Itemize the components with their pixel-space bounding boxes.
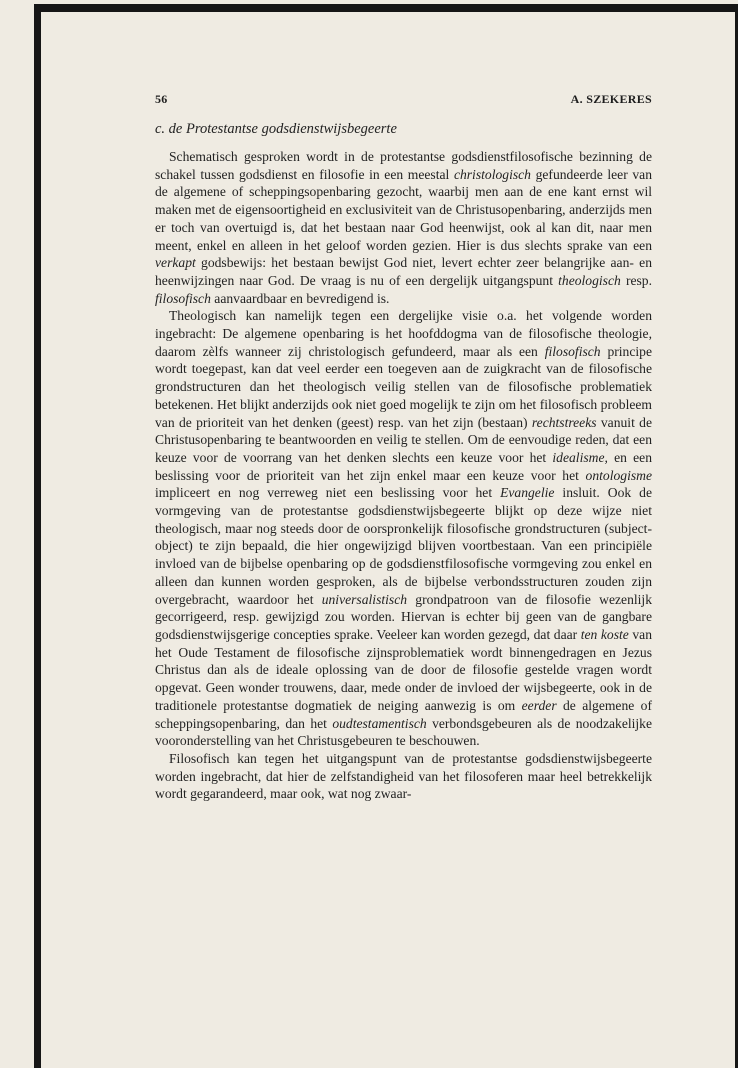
paragraph [155, 148, 652, 307]
paragraph-text: insluit. Ook de vormgeving van de protestantse godsdienstwijsbegeerte blijkt op deze wijze niet theologisch, maar nog steeds door de oorspronkelijk filosofische grondstructuren (subject-object) te zijn bepaald, die hier ongewijzigd blijven voortbestaan. Van een principiële invloed van de bijbelse openbaring op de godsdienstfilosofische vormgeving zou enkel en alleen dan kunnen worden gesproken, als de bijbelse verbondsstructuren zouden zijn overgebracht, waardoor het [155, 485, 652, 607]
paragraph [155, 307, 652, 750]
scan-border-left [34, 4, 41, 1068]
paragraph-text: grondpatroon van de filosofie wezenlijk gecorrigeerd, resp. gewijzigd zou worden. Hiervan is echter bij geen van de gangbare godsdienstwijsgerige concepties sprake. Veeleer kan worden gezegd, dat daar [155, 591, 652, 642]
emphasis-text: filosofisch [544, 343, 601, 359]
paragraph-text: verbondsgebeuren als de noodzakelijke vooronderstelling van het Christusgebeuren te beschouwen. [155, 715, 653, 749]
emphasis-text: ontologisme [585, 467, 652, 483]
emphasis-text: eerder [521, 697, 557, 713]
page-number: 56 [155, 92, 168, 106]
paragraph-text: van het Oude Testament de filosofische zijnsproblematiek wordt binnengedragen en Jezus Christus dan als de ideale oplossing van de door de filosofie gestelde vragen wordt opgevat. Geen wonder trouwens, daar, mede onder de invloed der wijsbegeerte, ook in de traditionele protestantse dogmatiek de neiging aanwezig is om [155, 626, 653, 713]
emphasis-text: rechtstreeks [531, 414, 597, 430]
paragraph-text: impliceert en nog verreweg niet een beslissing voor het [155, 485, 501, 501]
scan-border-top [34, 4, 738, 12]
emphasis-text: idealisme, [552, 449, 608, 465]
page-header [155, 92, 652, 107]
emphasis-text: oudtestamentisch [332, 715, 427, 731]
paragraph-text: en een beslissing voor de prioriteit van het zijn enkel maar een keuze voor het [155, 449, 652, 483]
emphasis-text: christologisch [453, 166, 531, 182]
paragraph-text: gefundeerde leer van de algemene of scheppingsopenbaring gezocht, waarbij men aan de ene kant ernst wil maken met de eigensoortigheid en exclusiviteit van de Christusopenbaring, anderzijds men er toch van overtuigd is, dat het bestaan naar God heenwijst, ook al kan dit, naar men meent, enkel en alleen in het geloof worden gezien. Hier is dus slechts sprake van een [155, 166, 652, 253]
emphasis-text: verkapt [155, 255, 196, 271]
running-head: A. SZEKERES [570, 92, 652, 106]
emphasis-text: ten koste [580, 626, 629, 642]
paragraph-text: godsbewijs: het bestaan bewijst God niet, levert echter zeer belangrijke aan- en heenwijzingen naar God. De vraag is nu of een dergelijk uitgangspunt [155, 255, 652, 288]
emphasis-text: Evangelie [500, 485, 555, 501]
section-heading: c. de Protestantse godsdienstwijsbegeerte [155, 121, 397, 137]
emphasis-text: filosofisch [155, 290, 211, 306]
body-text [155, 148, 652, 803]
paragraph-text: de algemene of scheppingsopenbaring, dan het [155, 697, 653, 731]
paragraph-text: resp. [620, 272, 652, 288]
emphasis-text: universalistisch [321, 591, 408, 607]
paragraph-text: Theologisch kan namelijk tegen een dergelijke visie o.a. het volgende worden ingebracht: De algemene openbaring is het hoofddogma van de filosofische theologie, daarom zèlfs wanneer zij christologisch gefundeerd, maar als een [155, 308, 652, 359]
emphasis-text: theologisch [558, 272, 621, 288]
paragraph-text: Filosofisch kan tegen het uitgangspunt van de protestantse godsdienstwijsbegeerte worden ingebracht, dat hier de zelfstandigheid van het filosoferen maar heel betrekkelijk wordt gegarandeerd, maar ook, wat nog zwaar- [155, 750, 652, 802]
paragraph-text: principe wordt toegepast, kan dat veel eerder een toegeven aan de zuigkracht van de filosofische grondstructuren dan het theologisch veilig stellen van de filosofische problematiek betekenen. Het blijkt anderzijds ook niet goed mogelijk te zijn om het filosofisch probleem van de prioriteit van het denken (geest) resp. van het zijn (bestaan) [155, 343, 652, 430]
paragraph-text: Schematisch gesproken wordt in de protestantse godsdienstfilosofische bezinning de schakel tussen godsdienst en filosofie in een meestal [155, 149, 652, 182]
paragraph-text: vanuit de Christusopenbaring te beantwoorden en veilig te stellen. Om de eenvoudige reden, dat een keuze voor de voorrang van het denken slechts een keuze voor het [155, 414, 653, 465]
paragraph-text: aanvaardbaar en bevredigend is. [210, 290, 390, 306]
paragraph [155, 750, 652, 803]
